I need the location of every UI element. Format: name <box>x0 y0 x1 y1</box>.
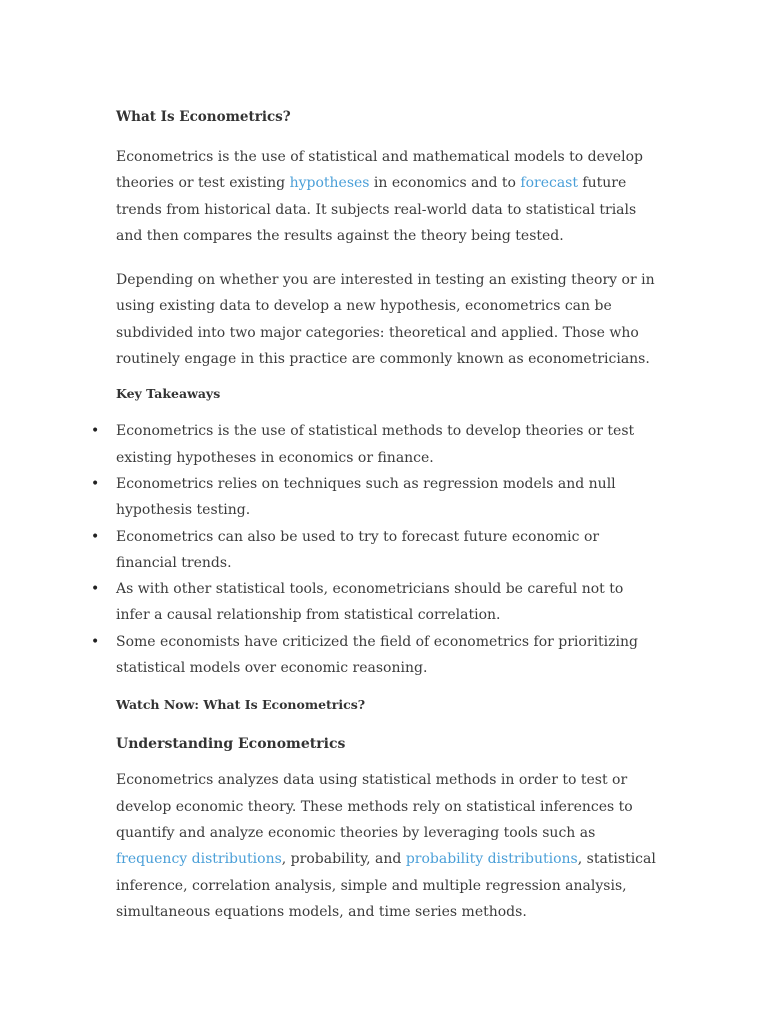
bullet-icon: • <box>91 423 100 440</box>
list-item-text: Econometrics is the use of statistical methods to develop theories or test existing hypotheses in economics or finance. <box>116 423 635 466</box>
list-item <box>91 576 656 629</box>
article-title: What Is Econometrics? <box>116 109 291 125</box>
understanding-text-1: Econometrics analyzes data using statistical methods in order to test or develop economic theory. These methods rely on statistical inferences to quantify and analyze economic theories by leveraging tools such as <box>116 772 633 841</box>
key-takeaways-list <box>91 418 656 681</box>
list-item-text: Econometrics can also be used to try to forecast future economic or financial trends. <box>116 528 600 571</box>
intro-paragraph <box>116 144 656 249</box>
article-body <box>91 104 656 943</box>
bullet-icon: • <box>91 528 100 545</box>
bullet-icon: • <box>91 581 100 598</box>
forecast-link[interactable]: forecast <box>520 175 578 192</box>
bullet-icon: • <box>91 633 100 650</box>
list-item-text: As with other statistical tools, econometricians should be careful not to infer a causal relationship from statistical correlation. <box>116 581 624 624</box>
list-item-text: Econometrics relies on techniques such as regression models and null hypothesis testing. <box>116 475 616 519</box>
understanding-paragraph <box>116 767 656 925</box>
list-item <box>91 629 656 682</box>
list-item <box>91 524 656 577</box>
intro-text-2: in economics and to <box>369 175 521 192</box>
understanding-text-2: , probability, and <box>281 851 406 868</box>
hypotheses-link[interactable]: hypotheses <box>289 175 370 192</box>
probability-distributions-link[interactable]: probability distributions <box>405 851 578 868</box>
intro-text-1: Econometrics is the use of statistical and mathematical models to develop theories or test existing <box>116 149 643 192</box>
intro-text-3: future trends from historical data. It subjects real-world data to statistical trials and then compares the results against the theory being tested. <box>116 175 637 244</box>
watch-now-heading: Watch Now: What Is Econometrics? <box>116 697 366 713</box>
bullet-icon: • <box>91 475 100 492</box>
key-takeaways-heading: Key Takeaways <box>116 386 221 402</box>
list-item <box>91 471 656 524</box>
understanding-heading: Understanding Econometrics <box>116 736 346 753</box>
categories-paragraph: Depending on whether you are interested in testing an existing theory or in using existing data to develop a new hypothesis, econometrics can be subdivided into two major categories: theoretical and applied. Those who routinely engage in this practice are commonly known as econometricians. <box>116 272 655 368</box>
frequency-distributions-link[interactable]: frequency distributions <box>116 851 282 868</box>
list-item <box>91 418 656 471</box>
understanding-text-3: , statistical inference, correlation analysis, simple and multiple regression analysis, simultaneous equations models, and time series methods. <box>116 851 656 920</box>
list-item-text: Some economists have criticized the field of econometrics for prioritizing statistical models over economic reasoning. <box>116 633 638 677</box>
